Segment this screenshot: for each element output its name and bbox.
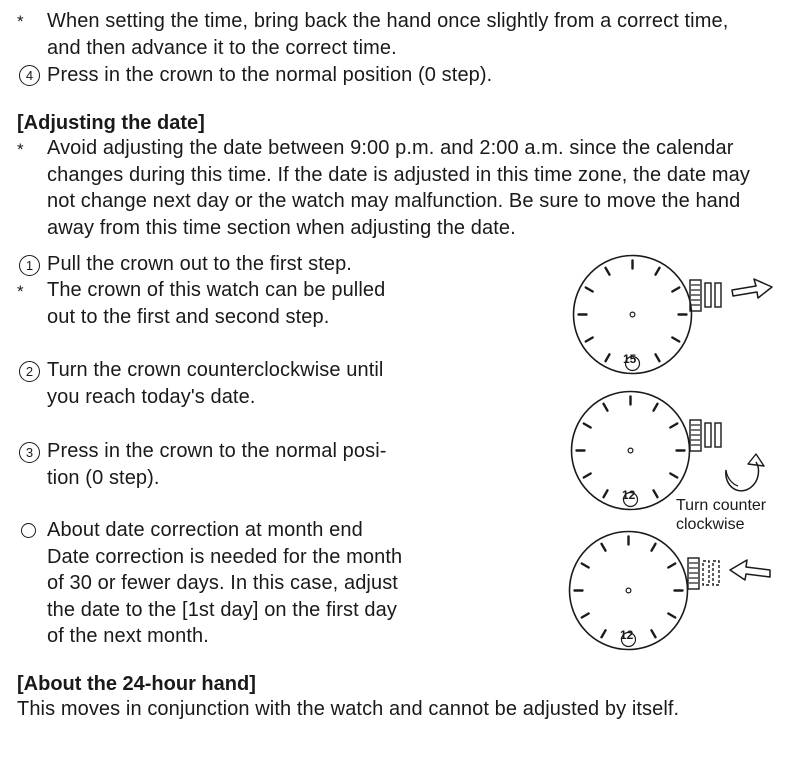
dial-date-window: 12 [622,488,636,502]
month-end-line: About date correction at month end [47,519,363,541]
top-note-line: and then advance it to the correct time. [47,36,397,59]
hour-marker [656,354,660,361]
month-end-line: of 30 or fewer days. In this case, adjust [47,572,398,594]
step-2-line: you reach today's date. [47,385,256,408]
hour-marker [668,564,675,568]
month-end-line: of the next month. [47,625,209,647]
step-3-line: Press in the crown to the normal posi- [47,440,387,462]
hour-marker [670,424,677,428]
date-caution-line: changes during this time. If the date is adjusted in this time zone, the date may [47,163,750,186]
hour-marker [582,614,589,618]
crown-icon [690,280,721,311]
dial-date-window: 15 [623,352,637,366]
crown-icon [690,420,721,451]
hollow-circle-bullet [21,523,36,538]
hour-marker [586,288,593,292]
hour-marker [654,404,658,411]
crown-push-in-illustration [686,552,776,602]
arrow-left-icon [730,560,770,580]
section-heading-24-hour: [About the 24-hour hand] [17,673,256,695]
step-number-3: 3 [19,442,40,463]
hour-marker [586,338,593,342]
diagram-caption-line: clockwise [676,516,745,533]
hour-marker [652,544,656,551]
asterisk-marker: * [17,140,24,159]
hour-marker [602,544,606,551]
arrow-right-icon [732,279,772,298]
month-end-line: Date correction is needed for the month [47,545,403,568]
date-caution-line: away from this time section when adjusting the date. [47,216,516,239]
step-number-2: 2 [19,361,40,382]
step-2-line: Turn the crown counterclockwise until [47,359,384,381]
asterisk-marker: * [17,12,24,31]
hour-marker [582,564,589,568]
section-heading-date: [Adjusting the date] [17,112,205,134]
month-end-line: the date to the [1st day] on the first day [47,598,397,621]
rotate-counterclockwise-icon [716,452,772,502]
24-hour-text: This moves in conjunction with the watch and cannot be adjusted by itself. [17,698,680,720]
hour-marker [672,338,679,342]
hour-marker [604,490,608,497]
date-caution-text [47,135,750,241]
date-caution-line: Avoid adjusting the date between 9:00 p.m. and 2:00 a.m. since the calendar [47,137,734,159]
diagram-caption-line: Turn counter [676,497,767,514]
step-number-4: 4 [19,65,40,86]
hour-marker [656,268,660,275]
step-3-line: tion (0 step). [47,466,160,489]
hour-marker [652,630,656,637]
step-2-text [47,357,383,410]
hour-marker [584,424,591,428]
step-4-text: Press in the crown to the normal position (0 step). [47,64,493,86]
step-1-note-text [47,277,385,330]
asterisk-marker: * [17,282,24,301]
top-note-line: When setting the time, bring back the hand once slightly from a correct time, [47,10,729,32]
month-end-text [47,517,402,650]
hour-marker [654,490,658,497]
hour-marker [670,474,677,478]
hour-marker [606,268,610,275]
step-1-note-line: out to the first and second step. [47,305,330,328]
hour-marker [604,404,608,411]
step-number-1: 1 [19,255,40,276]
step-3-text [47,438,387,491]
center-pin [630,312,635,317]
hour-marker [584,474,591,478]
crown-icon [688,558,719,589]
hour-marker [668,614,675,618]
center-pin [628,448,633,453]
top-note-text [47,8,728,61]
step-1-text: Pull the crown out to the first step. [47,253,352,275]
hour-marker [606,354,610,361]
crown-pull-out-illustration [688,272,778,322]
step-1-note-line: The crown of this watch can be pulled [47,279,386,301]
dial-date-window: 12 [620,628,634,642]
hour-marker [672,288,679,292]
date-caution-line: not change next day or the watch may malfunction. Be sure to move the hand [47,190,741,212]
hour-marker [602,630,606,637]
center-pin [626,588,631,593]
